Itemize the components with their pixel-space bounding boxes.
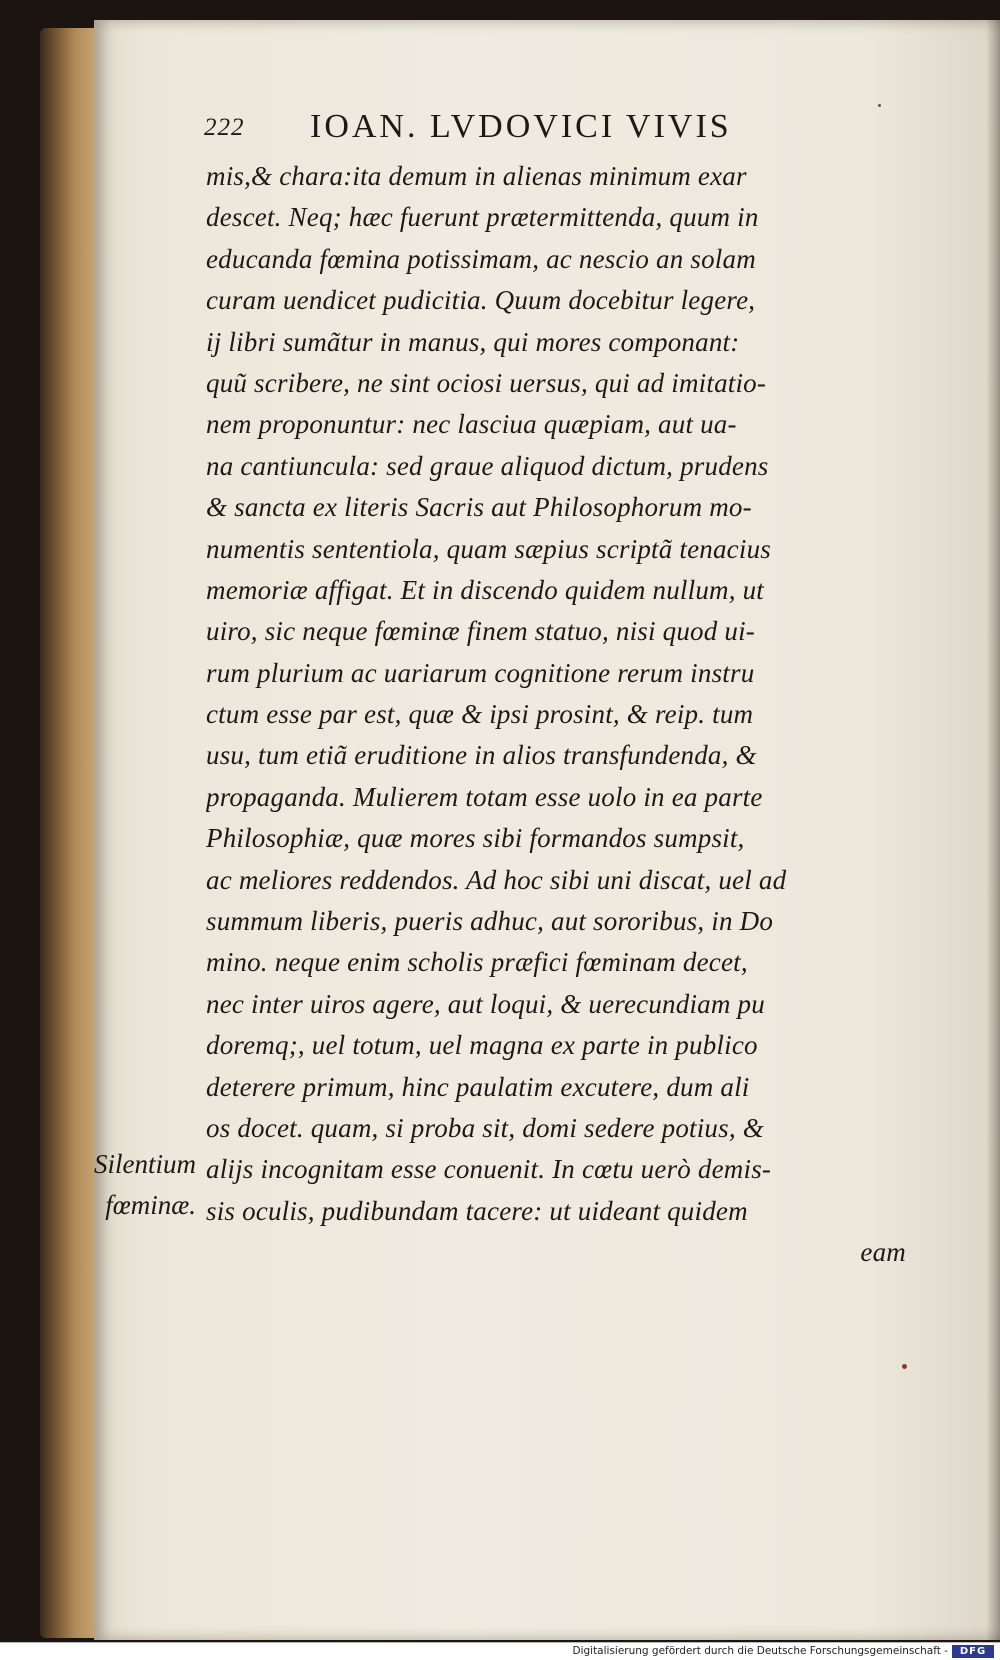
text-line: memoriæ affigat. Et in discendo quidem nullum, ut [206, 574, 765, 605]
running-title: IOAN. LVDOVICI VIVIS [310, 108, 732, 145]
text-line: nem proponuntur: nec lasciua quæpiam, aut ua- [206, 409, 737, 440]
text-line: os docet. quam, si proba sit, domi sedere potius, & [206, 1112, 764, 1143]
text-line: educanda fœmina potissimam, ac nescio an solam [206, 243, 756, 274]
text-line: usu, tum etiã eruditione in alios transfundenda, & [206, 740, 757, 771]
marginal-note-line: Silentium [94, 1149, 196, 1179]
text-line: deterere primum, hinc paulatim excutere, dum ali [206, 1071, 750, 1102]
ink-speck [878, 104, 881, 107]
text-line: doremq;, uel totum, uel magna ex parte in publico [206, 1030, 758, 1061]
funding-notice: Digitalisierung gefördert durch die Deutsche Forschungsgemeinschaft - [572, 1645, 948, 1657]
text-line: sis oculis, pudibundam tacere: ut uideant quidem [206, 1195, 748, 1226]
footer-bar [0, 1642, 1000, 1660]
catchword: eam [860, 1237, 906, 1268]
text-line: propaganda. Mulierem totam esse uolo in ea parte [206, 781, 763, 812]
text-line: ac meliores reddendos. Ad hoc sibi uni discat, uel ad [206, 864, 787, 895]
text-line: nec inter uiros agere, aut loqui, & uerecundiam pu [206, 988, 765, 1019]
text-line: numentis sententiola, quam sæpius scriptã tenacius [206, 533, 771, 564]
text-line: mis,& chara:ita demum in alienas minimum exar [206, 161, 747, 191]
text-line: quũ scribere, ne sint ociosi uersus, qui ad imitatio- [206, 367, 767, 398]
text-line: ctum esse par est, quæ & ipsi prosint, & reip. tum [206, 699, 754, 730]
text-line: curam uendicet pudicitia. Quum docebitur legere, [206, 285, 756, 316]
ink-speck [902, 1364, 907, 1369]
text-line: na cantiuncula: sed graue aliquod dictum, prudens [206, 450, 769, 481]
page-number: 222 [204, 114, 245, 141]
text-line: summum liberis, pueris adhuc, aut sororibus, in Do [206, 906, 774, 937]
body-text [206, 156, 906, 1274]
text-line: uiro, sic neque fœminæ finem statuo, nisi quod ui- [206, 616, 755, 647]
text-line: alijs incognitam esse conuenit. In cœtu uerò demis- [206, 1154, 772, 1185]
text-line: Philosophiæ, quæ mores sibi formandos sumpsit, [206, 823, 745, 854]
text-line: ij libri sumãtur in manus, qui mores componant: [206, 326, 740, 357]
text-line: mino. neque enim scholis præfici fœminam decet, [206, 947, 748, 978]
marginal-note [72, 1144, 196, 1227]
dfg-logo-icon: DFG [952, 1645, 994, 1658]
page-header [204, 94, 904, 144]
page-gutter-shadow [986, 20, 1000, 1640]
text-line: descet. Neq; hæc fuerunt prætermittenda, quum in [206, 202, 759, 233]
marginal-note-line: fœminæ. [105, 1190, 196, 1221]
text-line: rum plurium ac uariarum cognitione rerum instru [206, 657, 755, 688]
text-line: & sancta ex literis Sacris aut Philosophorum mo- [206, 492, 752, 523]
book-fore-edge [40, 28, 98, 1638]
